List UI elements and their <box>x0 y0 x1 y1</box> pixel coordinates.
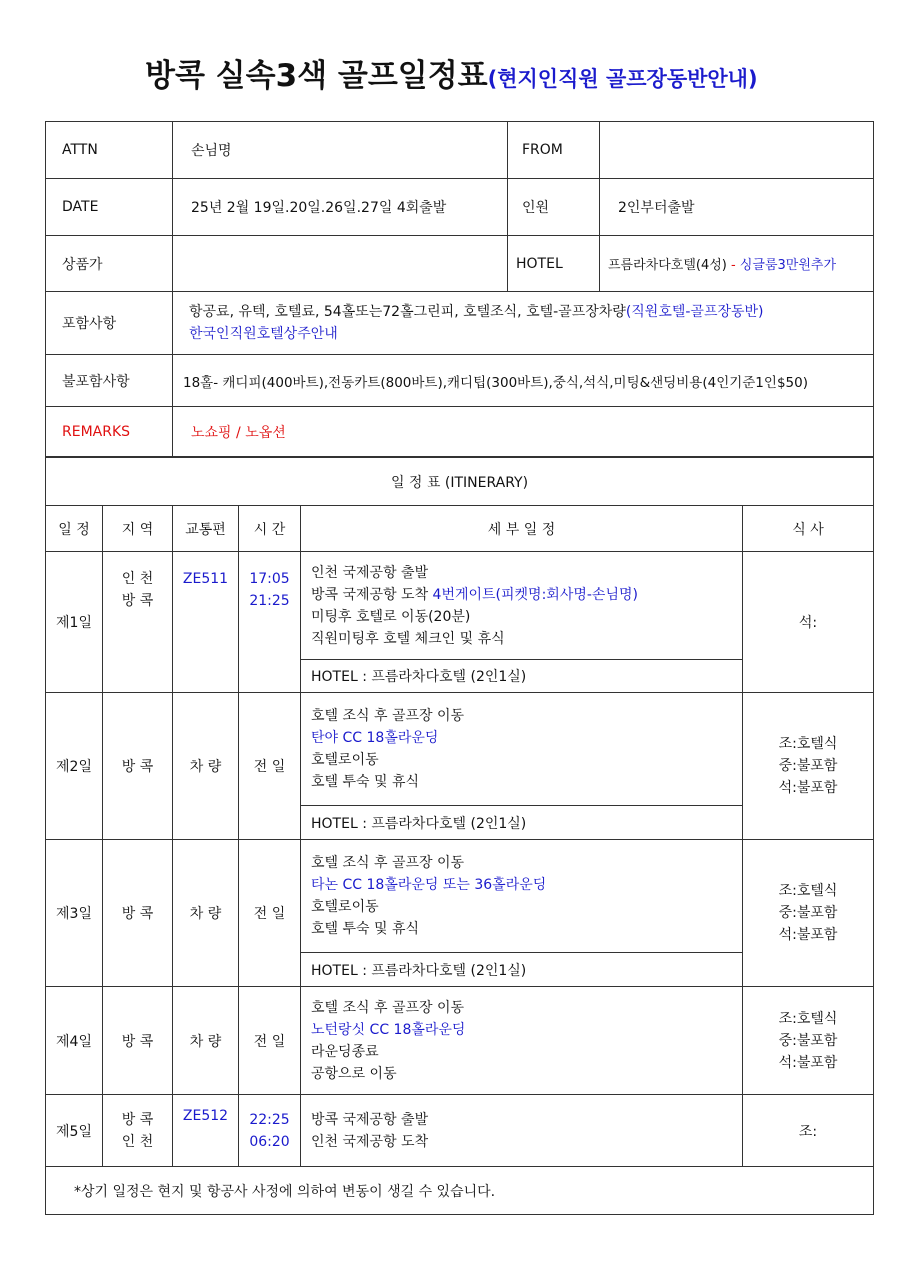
attn-row <box>46 122 874 179</box>
region <box>103 552 173 693</box>
day-hotel: HOTEL : 프름라차다호텔 (2인1실) <box>301 953 743 987</box>
header-time: 시 간 <box>239 506 301 552</box>
flight-number: ZE512 <box>173 1095 239 1167</box>
attn-label: ATTN <box>46 122 173 179</box>
detail-line: 호텔로이동 <box>311 899 379 915</box>
detail-line: 호텔 투숙 및 휴식 <box>311 774 420 790</box>
day-label: 제4일 <box>46 987 103 1095</box>
meal-line: 석:불포함 <box>778 1054 838 1071</box>
meals: 조: <box>743 1095 874 1167</box>
price-value <box>173 236 508 292</box>
time-line: 06:20 <box>249 1133 290 1150</box>
header-region: 지 역 <box>103 506 173 552</box>
time-line: 21:25 <box>249 593 290 609</box>
detail-line: 인천 국제공항 도착 <box>311 1133 429 1150</box>
excluded-row <box>46 355 874 407</box>
included-label: 포함사항 <box>46 292 173 355</box>
region-line: 방 콕 <box>121 593 154 609</box>
meals <box>743 840 874 987</box>
transport: 차 량 <box>173 840 239 987</box>
from-value <box>600 122 874 179</box>
included-row <box>46 292 874 355</box>
day-label: 제5일 <box>46 1095 103 1167</box>
detail-line: 직원미팅후 호텔 체크인 및 휴식 <box>311 630 505 647</box>
meals <box>743 987 874 1095</box>
included-text: 항공료, 유텍, 호텔료, 54홀또는72홀그린피, 호텔조식, 호텔-골프장차량 <box>189 304 626 320</box>
region <box>103 1095 173 1167</box>
header-transport: 교통편 <box>173 506 239 552</box>
region: 방 콕 <box>103 987 173 1095</box>
excluded-label: 불포함사항 <box>46 355 173 407</box>
region-line: 방 콕 <box>121 1111 154 1128</box>
detail-line: 라운딩종료 <box>311 1043 379 1060</box>
meal-line: 중:불포함 <box>778 1032 838 1049</box>
detail-note: 탄야 CC 18홀라운딩 <box>311 730 439 746</box>
day-details <box>301 987 743 1095</box>
hotel-note: 싱글룸3만원추가 <box>739 258 837 273</box>
detail-line: 호텔로이동 <box>311 752 379 768</box>
footnote-row <box>46 1167 874 1215</box>
people-value: 2인부터출발 <box>600 179 874 236</box>
day-hotel: HOTEL : 프름라차다호텔 (2인1실) <box>301 660 743 693</box>
table-row-day4 <box>46 987 874 1095</box>
included-value <box>173 292 874 355</box>
table-row-day2 <box>46 693 874 806</box>
meals <box>743 693 874 840</box>
remarks-row <box>46 407 874 457</box>
detail-line: 방콕 국제공항 출발 <box>311 1111 429 1128</box>
table-row-day1 <box>46 552 874 660</box>
transport: 차 량 <box>173 987 239 1095</box>
date-row <box>46 179 874 236</box>
title-main: 방콕 실속3색 골프일정표 <box>145 58 488 94</box>
itinerary-table <box>45 457 874 1215</box>
remarks-value: 노쇼핑 / 노옵션 <box>173 407 874 457</box>
hotel-label: HOTEL <box>508 236 600 292</box>
time: 전 일 <box>239 987 301 1095</box>
time-line: 22:25 <box>249 1111 290 1128</box>
table-row-day5 <box>46 1095 874 1167</box>
day-details <box>301 1095 743 1167</box>
hotel-dash: - <box>726 258 740 273</box>
day-label: 제2일 <box>46 693 103 840</box>
meal-line: 중:불포함 <box>778 758 838 774</box>
header-meals: 식 사 <box>743 506 874 552</box>
people-label: 인원 <box>508 179 600 236</box>
header-day: 일 정 <box>46 506 103 552</box>
detail-line: 호텔 조식 후 골프장 이동 <box>311 999 465 1016</box>
date-value: 25년 2월 19일.20일.26일.27일 4회출발 <box>173 179 508 236</box>
detail-line: 미팅후 호텔로 이동(20분) <box>311 608 471 625</box>
info-table <box>45 121 874 457</box>
meal-line: 조:호텔식 <box>778 736 838 752</box>
region-line: 인 천 <box>121 571 154 587</box>
flight-number: ZE511 <box>173 552 239 693</box>
day-label: 제3일 <box>46 840 103 987</box>
day-hotel: HOTEL : 프름라차다호텔 (2인1실) <box>301 806 743 840</box>
meal-line: 중:불포함 <box>778 905 838 921</box>
price-row <box>46 236 874 292</box>
detail-line: 인천 국제공항 출발 <box>311 564 429 581</box>
hotel-value <box>600 236 874 292</box>
title-sub: (현지인직원 골프장동반안내) <box>487 67 758 91</box>
flight-times <box>239 1095 301 1167</box>
header-details: 세 부 일 정 <box>301 506 743 552</box>
meal-line: 석:불포함 <box>778 927 838 943</box>
day-details <box>301 693 743 806</box>
hotel-name: 프름라차다호텔(4성) <box>608 258 727 273</box>
itinerary-title: 일 정 표 (ITINERARY) <box>46 458 874 506</box>
detail-note: 노턴랑싯 CC 18홀라운딩 <box>311 1021 466 1038</box>
date-label: DATE <box>46 179 173 236</box>
time-line: 17:05 <box>249 571 290 587</box>
footnote: *상기 일정은 현지 및 항공사 사정에 의하여 변동이 생길 수 있습니다. <box>46 1167 874 1215</box>
day-details <box>301 552 743 660</box>
meal-line: 석:불포함 <box>778 780 838 796</box>
detail-note: 4번게이트(피켓명:회사명-손님명) <box>432 586 638 603</box>
excluded-value: 18홀- 캐디피(400바트),전동카트(800바트),캐디팁(300바트),중식,석식,미팅&샌딩비용(4인기준1인$50) <box>173 355 874 407</box>
itinerary-header <box>46 506 874 552</box>
region-line: 인 천 <box>121 1133 154 1150</box>
detail-line: 방콕 국제공항 도착 <box>311 586 433 603</box>
from-label: FROM <box>508 122 600 179</box>
region: 방 콕 <box>103 840 173 987</box>
price-label: 상품가 <box>46 236 173 292</box>
meal-line: 조:호텔식 <box>778 883 838 899</box>
detail-line: 호텔 조식 후 골프장 이동 <box>311 708 465 724</box>
time: 전 일 <box>239 840 301 987</box>
meal-line: 조:호텔식 <box>778 1010 838 1027</box>
table-row-day3 <box>46 840 874 953</box>
region: 방 콕 <box>103 693 173 840</box>
included-note: (직원호텔-골프장동반) <box>625 304 764 320</box>
page-title <box>145 50 758 95</box>
detail-line: 호텔 조식 후 골프장 이동 <box>311 855 465 871</box>
time: 전 일 <box>239 693 301 840</box>
flight-times <box>239 552 301 693</box>
transport: 차 량 <box>173 693 239 840</box>
day-details <box>301 840 743 953</box>
detail-line: 공항으로 이동 <box>311 1065 397 1082</box>
remarks-label: REMARKS <box>46 407 173 457</box>
attn-value: 손님명 <box>173 122 508 179</box>
day-label: 제1일 <box>46 552 103 693</box>
detail-line: 호텔 투숙 및 휴식 <box>311 921 420 937</box>
detail-note: 타논 CC 18홀라운딩 또는 36홀라운딩 <box>311 877 547 893</box>
included-note-2: 한국인직원호텔상주안내 <box>189 326 338 342</box>
meals: 석: <box>743 552 874 693</box>
